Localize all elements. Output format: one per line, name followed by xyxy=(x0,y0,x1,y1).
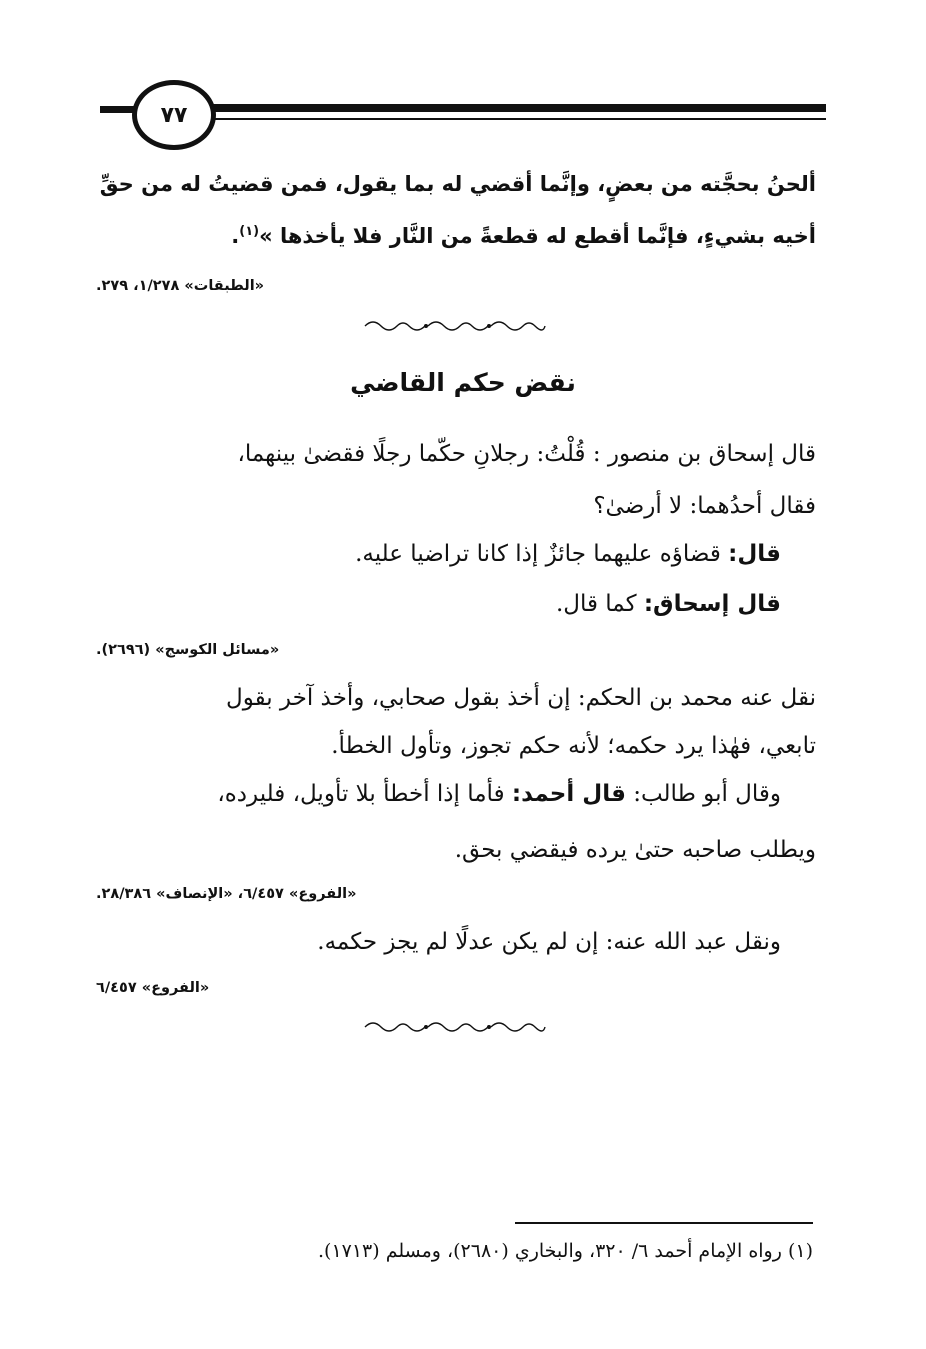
text-line: ألحنُ بحجَّته من بعضٍ، وإنَّما أقضي له بما يقول، فمن قضيتُ له من حقِّ xyxy=(99,172,816,196)
text-line: وقال أبو طالب: قال أحمد: فأما إذا أخطأ بلا تأويل، فليرده، xyxy=(217,781,781,807)
text-line: قال إسحاق: كما قال. xyxy=(555,591,781,617)
page-number: ٧٧ xyxy=(132,80,216,150)
text-line: قال: قضاؤه عليهما جائزٌ إذا كانا تراضيا عليه. xyxy=(355,541,781,567)
source-citation: «الطبقات» ١/٢٧٨، ٢٧٩. xyxy=(96,278,265,294)
ornament-divider xyxy=(360,1020,550,1034)
text-line: نقل عنه محمد بن الحكم: إن أخذ بقول صحابي، وأخذ آخر بقول xyxy=(225,685,816,711)
footnote-rule xyxy=(515,1222,813,1224)
text-line: قال إسحاق بن منصور : قُلْتُ: رجلانِ حكّما رجلًا فقضىٰ بينهما، xyxy=(237,441,816,467)
text-line: أخيه بشيءٍ، فإنَّما أقطع له قطعةً من النَّار فلا يأخذها »$^{(١)}$. xyxy=(231,224,816,248)
footnote-marker: (١) xyxy=(239,224,260,239)
text-line: تابعي، فهٰذا يرد حكمه؛ لأنه حكم تجوز، وتأول الخطأ. xyxy=(331,733,816,759)
text-line: فقال أحدُهما: لا أرضىٰ؟ xyxy=(593,493,816,519)
footnote: (١) رواه الإمام أحمد ٦/ ٣٢٠، والبخاري (٢٦٨٠)، ومسلم (١٧١٣). xyxy=(317,1240,813,1262)
source-citation: «الفروع» ٦/٤٥٧، «الإنصاف» ٢٨/٣٨٦. xyxy=(96,886,357,902)
source-citation: «الفروع» ٦/٤٥٧ xyxy=(96,980,210,996)
source-citation: «مسائل الكوسج» (٢٦٩٦). xyxy=(96,642,280,658)
ornament-divider xyxy=(360,319,550,333)
text-line: ويطلب صاحبه حتىٰ يرده فيقضي بحق. xyxy=(454,837,816,863)
text-line: ونقل عبد الله عنه: إن لم يكن عدلًا لم يجز حكمه. xyxy=(317,929,781,955)
section-title: نقض حكم القاضي xyxy=(350,368,576,397)
